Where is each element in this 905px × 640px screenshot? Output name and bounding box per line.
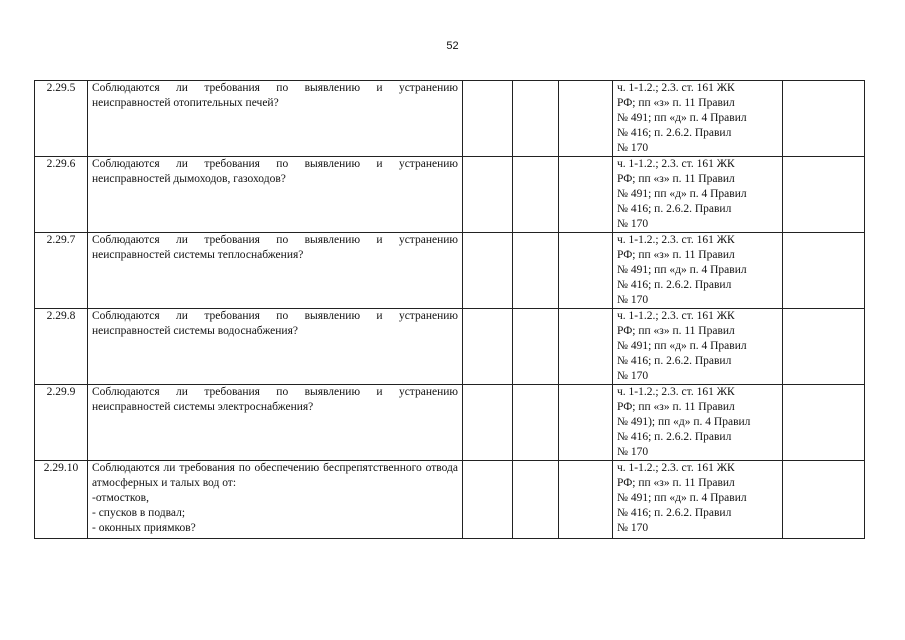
legal-reference-line: № 170 (617, 218, 649, 230)
legal-reference-line: № 416; п. 2.6.2. Правил (617, 355, 732, 367)
question-text: Соблюдаются ли требования по выявлению и устранению неисправностей дымоходов, газоходов? (92, 158, 458, 185)
answer-yes-cell[interactable] (463, 385, 513, 461)
legal-reference-cell (613, 385, 783, 461)
legal-reference-line: № 491; пп «д» п. 4 Правил (617, 188, 747, 200)
item-number: 2.29.5 (35, 81, 88, 157)
legal-reference-line: № 170 (617, 370, 649, 382)
notes-cell[interactable] (783, 233, 865, 309)
question-text: Соблюдаются ли требования по обеспечению беспрепятственного отвода атмосферных и талых вод от: (92, 462, 458, 489)
legal-reference-line: № 416; п. 2.6.2. Правил (617, 431, 732, 443)
question-cell (88, 461, 463, 539)
table-row (35, 461, 865, 539)
legal-reference-line: № 170 (617, 294, 649, 306)
answer-na-cell[interactable] (559, 81, 613, 157)
question-list-item: - спусков в подвал; (92, 507, 186, 519)
checklist-table (34, 80, 865, 539)
table-row (35, 81, 865, 157)
answer-no-cell[interactable] (513, 385, 559, 461)
table-row (35, 309, 865, 385)
legal-reference-line: ч. 1-1.2.; 2.3. ст. 161 ЖК (617, 310, 735, 322)
legal-reference-line: РФ; пп «з» п. 11 Правил (617, 97, 735, 109)
answer-na-cell[interactable] (559, 461, 613, 539)
item-number: 2.29.9 (35, 385, 88, 461)
legal-reference-cell (613, 81, 783, 157)
item-number: 2.29.7 (35, 233, 88, 309)
question-text: Соблюдаются ли требования по выявлению и устранению неисправностей системы электроснабжения? (92, 386, 458, 413)
table-row (35, 385, 865, 461)
question-text: Соблюдаются ли требования по выявлению и устранению неисправностей отопительных печей? (92, 82, 458, 109)
notes-cell[interactable] (783, 81, 865, 157)
legal-reference-cell (613, 233, 783, 309)
legal-reference-line: № 491); пп «д» п. 4 Правил (617, 416, 751, 428)
legal-reference-line: № 416; п. 2.6.2. Правил (617, 127, 732, 139)
legal-reference-cell (613, 157, 783, 233)
item-number: 2.29.6 (35, 157, 88, 233)
answer-yes-cell[interactable] (463, 233, 513, 309)
legal-reference-line: ч. 1-1.2.; 2.3. ст. 161 ЖК (617, 462, 735, 474)
table-row (35, 157, 865, 233)
legal-reference-line: № 170 (617, 522, 649, 534)
answer-yes-cell[interactable] (463, 461, 513, 539)
answer-no-cell[interactable] (513, 461, 559, 539)
legal-reference-line: РФ; пп «з» п. 11 Правил (617, 325, 735, 337)
table-row (35, 233, 865, 309)
legal-reference-line: № 170 (617, 446, 649, 458)
legal-reference-line: № 416; п. 2.6.2. Правил (617, 279, 732, 291)
question-text: Соблюдаются ли требования по выявлению и устранению неисправностей системы теплоснабжения? (92, 234, 458, 261)
legal-reference-cell (613, 309, 783, 385)
legal-reference-line: РФ; пп «з» п. 11 Правил (617, 477, 735, 489)
legal-reference-line: № 491; пп «д» п. 4 Правил (617, 492, 747, 504)
answer-na-cell[interactable] (559, 309, 613, 385)
legal-reference-line: РФ; пп «з» п. 11 Правил (617, 401, 735, 413)
answer-yes-cell[interactable] (463, 81, 513, 157)
legal-reference-line: РФ; пп «з» п. 11 Правил (617, 173, 735, 185)
answer-yes-cell[interactable] (463, 157, 513, 233)
legal-reference-line: ч. 1-1.2.; 2.3. ст. 161 ЖК (617, 234, 735, 246)
page-number: 52 (446, 40, 459, 52)
question-list-item: - оконных приямков? (92, 522, 196, 534)
legal-reference-cell (613, 461, 783, 539)
answer-no-cell[interactable] (513, 157, 559, 233)
legal-reference-line: РФ; пп «з» п. 11 Правил (617, 249, 735, 261)
legal-reference-line: № 491; пп «д» п. 4 Правил (617, 112, 747, 124)
legal-reference-line: № 170 (617, 142, 649, 154)
question-cell (88, 157, 463, 233)
question-cell (88, 81, 463, 157)
question-cell (88, 385, 463, 461)
answer-no-cell[interactable] (513, 81, 559, 157)
answer-na-cell[interactable] (559, 157, 613, 233)
legal-reference-line: ч. 1-1.2.; 2.3. ст. 161 ЖК (617, 82, 735, 94)
notes-cell[interactable] (783, 461, 865, 539)
legal-reference-line: № 416; п. 2.6.2. Правил (617, 507, 732, 519)
item-number: 2.29.10 (35, 461, 88, 539)
answer-no-cell[interactable] (513, 233, 559, 309)
answer-no-cell[interactable] (513, 309, 559, 385)
notes-cell[interactable] (783, 385, 865, 461)
question-list-item: -отмостков, (92, 492, 149, 504)
notes-cell[interactable] (783, 157, 865, 233)
answer-na-cell[interactable] (559, 385, 613, 461)
item-number: 2.29.8 (35, 309, 88, 385)
legal-reference-line: № 491; пп «д» п. 4 Правил (617, 340, 747, 352)
question-cell (88, 233, 463, 309)
question-cell (88, 309, 463, 385)
answer-yes-cell[interactable] (463, 309, 513, 385)
legal-reference-line: № 491; пп «д» п. 4 Правил (617, 264, 747, 276)
notes-cell[interactable] (783, 309, 865, 385)
answer-na-cell[interactable] (559, 233, 613, 309)
legal-reference-line: ч. 1-1.2.; 2.3. ст. 161 ЖК (617, 158, 735, 170)
legal-reference-line: ч. 1-1.2.; 2.3. ст. 161 ЖК (617, 386, 735, 398)
legal-reference-line: № 416; п. 2.6.2. Правил (617, 203, 732, 215)
question-text: Соблюдаются ли требования по выявлению и устранению неисправностей системы водоснабжения? (92, 310, 458, 337)
